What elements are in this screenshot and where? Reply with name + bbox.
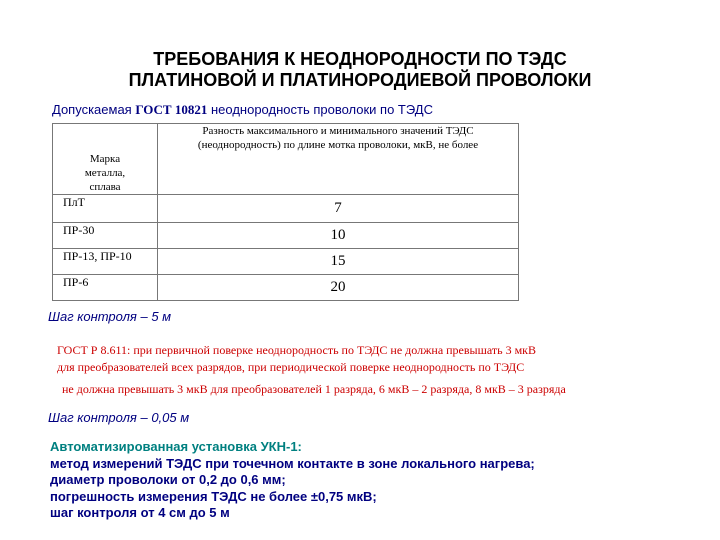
- table-header-row: [53, 124, 519, 195]
- table-row: [53, 223, 519, 249]
- table-row: [53, 195, 519, 223]
- table-row: [53, 275, 519, 301]
- row-name: ПР-30: [53, 223, 158, 249]
- row-value: 7: [158, 195, 519, 223]
- automated-setup-line: шаг контроля от 4 см до 5 м: [50, 505, 230, 520]
- row-name: ПР-6: [53, 275, 158, 301]
- header-cell-difference: Разность максимального и минимального значений ТЭДС (неоднородность) по длине мотка проволоки, мкВ, не более: [158, 124, 519, 195]
- table-row: [53, 249, 519, 275]
- title-line-2: ПЛАТИНОВОЙ И ПЛАТИНОРОДИЕВОЙ ПРОВОЛОКИ: [128, 70, 592, 90]
- automated-setup-line: метод измерений ТЭДС при точечном контакте в зоне локального нагрева;: [50, 455, 535, 471]
- automated-setup-line: диаметр проволоки от 0,2 до 0,6 мм;: [50, 472, 286, 487]
- table-caption: [52, 102, 433, 118]
- gost-note-line-3: не должна превышать 3 мкВ для преобразователей 1 разряда, 6 мкВ – 2 разряда, 8 мкВ – 3 разряда: [62, 382, 566, 396]
- caption-prefix: Допускаемая: [52, 102, 136, 117]
- caption-gost: ГОСТ 10821: [135, 102, 208, 117]
- control-step-1: Шаг контроля – 5 м: [48, 309, 172, 324]
- row-value: 10: [158, 223, 519, 249]
- control-step-2: Шаг контроля – 0,05 м: [48, 410, 190, 425]
- automated-setup-line: погрешность измерения ТЭДС не более ±0,75 мкВ;: [50, 488, 377, 504]
- row-value: 20: [158, 275, 519, 301]
- gost-note-line-2: для преобразователей всех разрядов, при периодической поверке неоднородность по ТЭДС: [57, 360, 525, 374]
- automated-setup-heading: Автоматизированная установка УКН-1:: [50, 439, 302, 454]
- slide-title: [0, 49, 720, 91]
- header-cell-alloy: Марка металла, сплава: [53, 124, 158, 195]
- row-value: 15: [158, 249, 519, 275]
- row-name: ПР-13, ПР-10: [53, 249, 158, 275]
- gost-note-line-1: ГОСТ Р 8.611: при первичной поверке неоднородность по ТЭДС не должна превышать 3 мкВ: [57, 343, 537, 357]
- row-name: ПлТ: [53, 195, 158, 223]
- inhomogeneity-table: [52, 123, 519, 301]
- automated-setup-block: [50, 439, 535, 522]
- title-line-1: ТРЕБОВАНИЯ К НЕОДНОРОДНОСТИ ПО ТЭДС: [153, 49, 567, 69]
- caption-suffix: неоднородность проволоки по ТЭДС: [207, 102, 433, 117]
